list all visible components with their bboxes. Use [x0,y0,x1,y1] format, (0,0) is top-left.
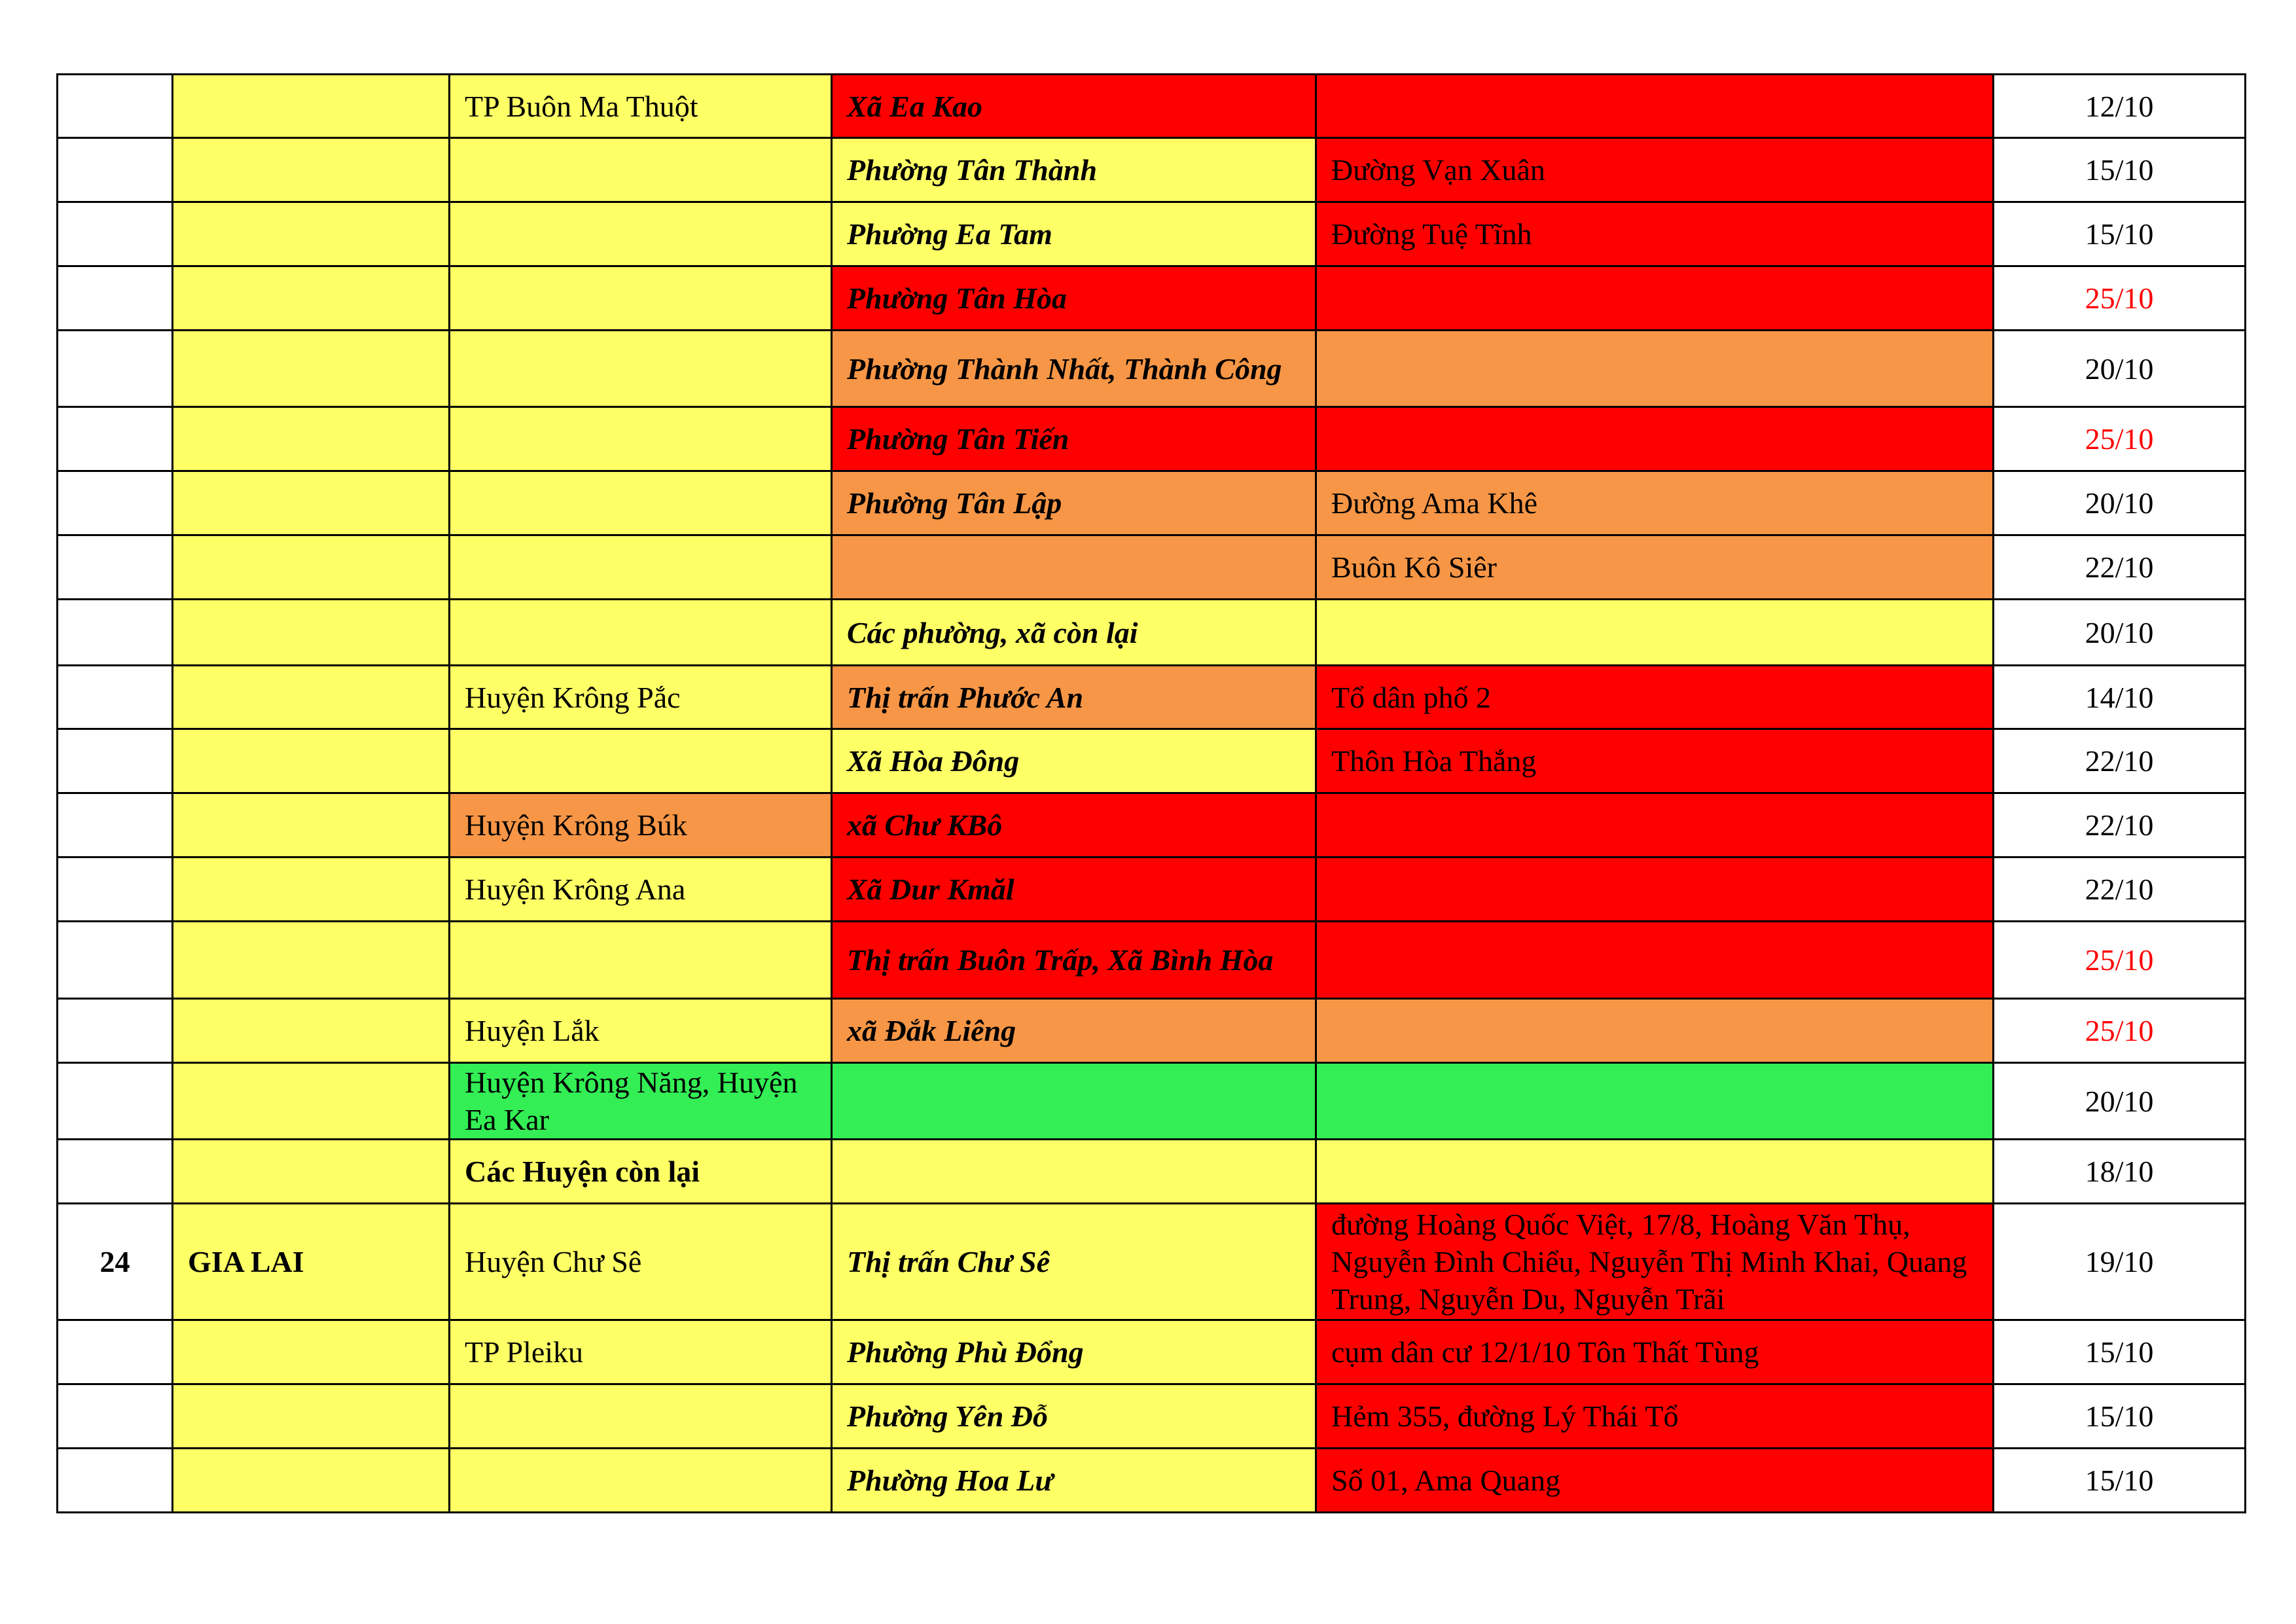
cell-province [173,1449,450,1513]
cell-province [173,266,450,331]
cell-stt [58,331,173,407]
cell-stt [58,202,173,266]
table-row [58,1384,2246,1449]
schedule-table [56,73,2246,1513]
cell-detail [1316,331,1994,407]
cell-stt [58,75,173,138]
cell-date: 15/10 [1994,138,2246,202]
table-row [58,266,2246,331]
cell-date: 19/10 [1994,1204,2246,1320]
cell-detail: Buôn Kô Siêr [1316,535,1994,600]
cell-district [450,138,832,202]
cell-stt [58,1449,173,1513]
table-body [58,75,2246,1513]
table-row [58,407,2246,471]
table-row [58,600,2246,666]
cell-date: 20/10 [1994,1063,2246,1140]
cell-stt [58,407,173,471]
cell-date: 22/10 [1994,793,2246,857]
cell-stt: 24 [58,1204,173,1320]
cell-ward: Phường Tân Hòa [832,266,1316,331]
cell-date: 14/10 [1994,666,2246,729]
table-row [58,793,2246,857]
cell-province [173,471,450,535]
table-row [58,1063,2246,1140]
cell-detail [1316,600,1994,666]
cell-stt [58,793,173,857]
cell-province [173,922,450,999]
cell-stt [58,999,173,1063]
cell-province [173,729,450,793]
cell-date: 22/10 [1994,729,2246,793]
cell-ward: Các phường, xã còn lại [832,600,1316,666]
cell-stt [58,1384,173,1449]
cell-stt [58,922,173,999]
cell-province: GIA LAI [173,1204,450,1320]
cell-stt [58,1320,173,1384]
cell-district [450,600,832,666]
cell-province [173,138,450,202]
cell-province [173,535,450,600]
cell-date: 25/10 [1994,922,2246,999]
cell-date: 25/10 [1994,999,2246,1063]
cell-stt [58,1063,173,1140]
cell-stt [58,266,173,331]
cell-province [173,1063,450,1140]
table-row [58,471,2246,535]
cell-district [450,729,832,793]
table-row [58,1140,2246,1204]
cell-date: 15/10 [1994,1320,2246,1384]
cell-ward [832,1140,1316,1204]
cell-detail [1316,1140,1994,1204]
cell-district: Huyện Krông Năng, Huyện Ea Kar [450,1063,832,1140]
cell-stt [58,600,173,666]
cell-detail [1316,922,1994,999]
cell-district: Các Huyện còn lại [450,1140,832,1204]
cell-province [173,857,450,922]
table-row [58,857,2246,922]
cell-ward: Xã Dur Kmăl [832,857,1316,922]
cell-ward: xã Chư KBô [832,793,1316,857]
cell-district [450,202,832,266]
cell-district: Huyện Chư Sê [450,1204,832,1320]
table-row [58,75,2246,138]
cell-district: Huyện Krông Ana [450,857,832,922]
cell-district [450,535,832,600]
table-row [58,535,2246,600]
table-row [58,202,2246,266]
table-row [58,1204,2246,1320]
cell-date: 15/10 [1994,202,2246,266]
cell-district: Huyện Krông Búk [450,793,832,857]
cell-district [450,266,832,331]
cell-district [450,407,832,471]
cell-province [173,666,450,729]
cell-district [450,1449,832,1513]
cell-detail [1316,407,1994,471]
cell-detail: Đường Tuệ Tĩnh [1316,202,1994,266]
cell-ward: Phường Phù Đổng [832,1320,1316,1384]
cell-detail: Đường Ama Khê [1316,471,1994,535]
table-row [58,922,2246,999]
cell-date: 20/10 [1994,331,2246,407]
cell-stt [58,1140,173,1204]
cell-district [450,471,832,535]
cell-province [173,331,450,407]
cell-date: 25/10 [1994,407,2246,471]
cell-date: 22/10 [1994,857,2246,922]
cell-ward: Thị trấn Buôn Trấp, Xã Bình Hòa [832,922,1316,999]
cell-province [173,407,450,471]
table-row [58,331,2246,407]
cell-stt [58,857,173,922]
table-row [58,999,2246,1063]
cell-detail [1316,999,1994,1063]
cell-ward: Thị trấn Phước An [832,666,1316,729]
cell-province [173,999,450,1063]
cell-province [173,600,450,666]
cell-province [173,1320,450,1384]
cell-ward: Xã Ea Kao [832,75,1316,138]
cell-ward [832,1063,1316,1140]
cell-date: 15/10 [1994,1384,2246,1449]
table-row [58,1320,2246,1384]
cell-date: 12/10 [1994,75,2246,138]
cell-stt [58,535,173,600]
cell-ward [832,535,1316,600]
cell-date: 20/10 [1994,600,2246,666]
cell-detail [1316,75,1994,138]
cell-province [173,75,450,138]
table-row [58,666,2246,729]
cell-province [173,793,450,857]
cell-date: 22/10 [1994,535,2246,600]
cell-detail [1316,857,1994,922]
cell-detail [1316,793,1994,857]
cell-ward: Phường Thành Nhất, Thành Công [832,331,1316,407]
cell-district: TP Pleiku [450,1320,832,1384]
cell-province [173,1384,450,1449]
cell-stt [58,471,173,535]
cell-ward: Xã Hòa Đông [832,729,1316,793]
cell-province [173,202,450,266]
cell-district: Huyện Krông Pắc [450,666,832,729]
cell-detail: Thôn Hòa Thắng [1316,729,1994,793]
cell-district [450,922,832,999]
cell-province [173,1140,450,1204]
cell-stt [58,729,173,793]
cell-detail [1316,1063,1994,1140]
cell-ward: Phường Tân Tiến [832,407,1316,471]
table-row [58,138,2246,202]
cell-detail [1316,266,1994,331]
cell-stt [58,138,173,202]
cell-date: 18/10 [1994,1140,2246,1204]
cell-detail: Tổ dân phố 2 [1316,666,1994,729]
cell-district: Huyện Lắk [450,999,832,1063]
table-row [58,729,2246,793]
cell-ward: Phường Ea Tam [832,202,1316,266]
cell-district: TP Buôn Ma Thuột [450,75,832,138]
cell-detail: Số 01, Ama Quang [1316,1449,1994,1513]
cell-district [450,1384,832,1449]
cell-ward: Thị trấn Chư Sê [832,1204,1316,1320]
cell-date: 25/10 [1994,266,2246,331]
cell-ward: Phường Yên Đỗ [832,1384,1316,1449]
cell-date: 20/10 [1994,471,2246,535]
cell-date: 15/10 [1994,1449,2246,1513]
cell-ward: Phường Tân Lập [832,471,1316,535]
cell-stt [58,666,173,729]
cell-detail: đường Hoàng Quốc Việt, 17/8, Hoàng Văn Thụ, Nguyễn Đình Chiểu, Nguyễn Thị Minh Khai, Quang Trung, Nguyễn Du, Nguyễn Trãi [1316,1204,1994,1320]
table-row [58,1449,2246,1513]
cell-detail: Hẻm 355, đường Lý Thái Tổ [1316,1384,1994,1449]
cell-district [450,331,832,407]
cell-ward: Phường Tân Thành [832,138,1316,202]
cell-detail: cụm dân cư 12/1/10 Tôn Thất Tùng [1316,1320,1994,1384]
cell-ward: xã Đắk Liêng [832,999,1316,1063]
cell-detail: Đường Vạn Xuân [1316,138,1994,202]
cell-ward: Phường Hoa Lư [832,1449,1316,1513]
